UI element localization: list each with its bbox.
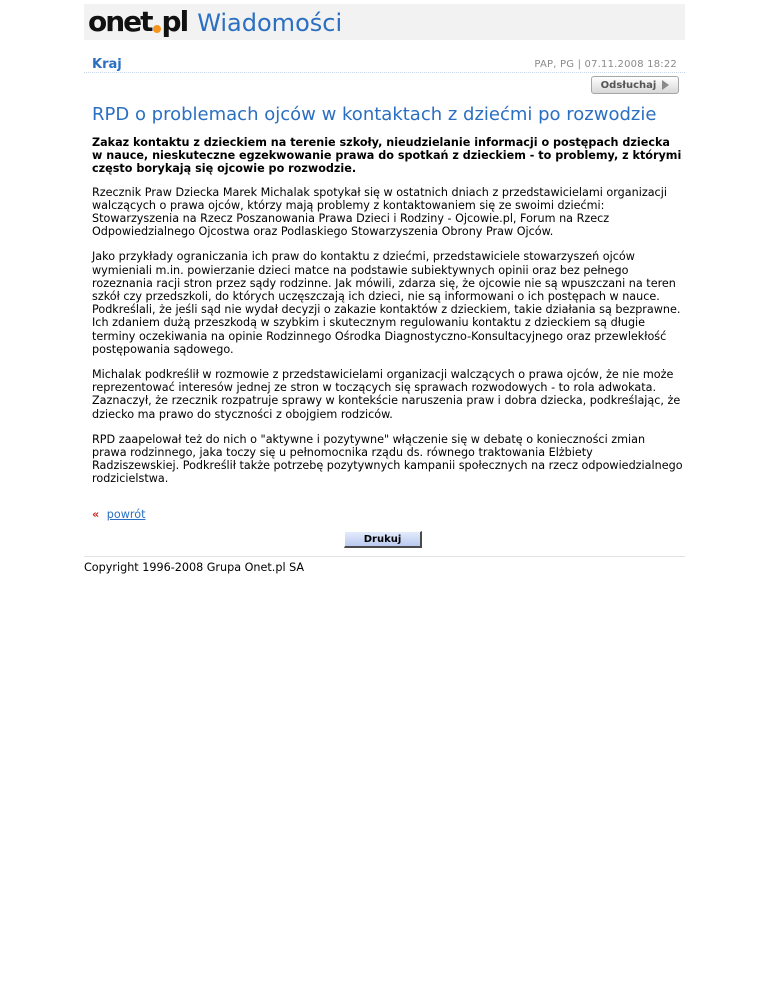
article-paragraph: RPD zaapelował też do nich o "aktywne i pozytywne" włączenie się w debatę o konieczności zmian prawa rodzinnego, jaka toczy się u pełnomocnika rządu ds. równego traktowania Elżbiety Radziszewskiej. Podkreślił także potrzebę pozytywnych kampanii społecznych na rzecz odpowiedzialnego rodzicielstwa. [92, 432, 683, 486]
article-body [92, 136, 683, 498]
source-and-date: PAP, PG | 07.11.2008 18:22 [534, 59, 677, 70]
article-title: RPD o problemach ojców w kontaktach z dziećmi po rozwodzie [92, 104, 657, 125]
onet-logo[interactable] [88, 6, 342, 38]
logo-text-right: pl [161, 5, 188, 38]
back-link[interactable]: powrót [106, 508, 146, 521]
logo-dot-icon [153, 25, 161, 33]
footer-divider [84, 556, 685, 557]
print-button-label: Drukuj [363, 533, 402, 545]
listen-button[interactable] [591, 76, 679, 94]
article-paragraph: Rzecznik Praw Dziecka Marek Michalak spotykał się w ostatnich dniach z przedstawicielami organizacji walczących o prawa ojców, którzy mają problemy z kontaktowaniem się ze swoimi dziećmi: Stowarzyszenia na Rzecz Poszanowania Prawa Dzieci i Rodziny - Ojcowie.pl, Forum na Rzecz Odpowiedzialnego Ojcostwa oraz Podlaskiego Stowarzyszenia Obrony Praw Ojców. [92, 185, 667, 239]
category-label: Kraj [92, 57, 122, 72]
article-paragraph: Jako przykłady ograniczania ich praw do kontaktu z dziećmi, przedstawiciele stowarzyszeń ojców wymieniali m.in. powierzanie dzieci matce na podstawie subiektywnych opinii oraz bez pełnego rozeznania racji stron przez sądy rodzinne. Jak mówili, zdarza się, że ojcowie nie są wpuszczani na teren szkół czy przedszkoli, do których uczęszczają ich dzieci, nie są informowani o ich postępach w nauce. Podkreślali, że jeśli sąd nie wydał decyzji o zakazie kontaktów z dzieckiem, takie działania są bezprawne. Ich zdaniem dużą przeszkodą w szybkim i skutecznym regulowaniu kontaktu z dzieckiem są długie terminy oczekiwania na opinie Rodzinnego Ośrodka Diagnostyczno-Konsultacyjnego oraz przewlekłość postępowania sądowego. [92, 250, 681, 356]
article-lead: Zakaz kontaktu z dzieckiem na terenie szkoły, nieudzielanie informacji o postępach dziecka w nauce, nieskuteczne egzekwowanie prawa do spotkań z dzieckiem - to problemy, z którymi często borykają się ojcowie po rozwodzie. [92, 136, 682, 176]
section-name: Wiadomości [197, 9, 343, 37]
article-paragraph: Michalak podkreślił w rozmowie z przedstawicielami organizacji walczących o prawa ojców, że nie może reprezentować interesów jednej ze stron w toczących się sprawach rozwodowych - to rola adwokata. Zaznaczył, że rzecznik rozpatruje sprawy w kontekście naruszenia praw i dobra dziecka, podkreślając, że dziecko ma prawo do styczności z obojgiem rodziców. [92, 368, 681, 421]
back-nav [92, 508, 145, 521]
back-arrow-icon: « [92, 508, 100, 521]
logo-text-left: onet [88, 5, 152, 38]
play-icon [662, 80, 669, 90]
site-header [84, 4, 685, 40]
print-button[interactable] [344, 531, 422, 548]
article-meta [84, 54, 685, 73]
listen-button-label: Odsłuchaj [600, 79, 657, 91]
copyright-text: Copyright 1996-2008 Grupa Onet.pl SA [84, 561, 305, 574]
